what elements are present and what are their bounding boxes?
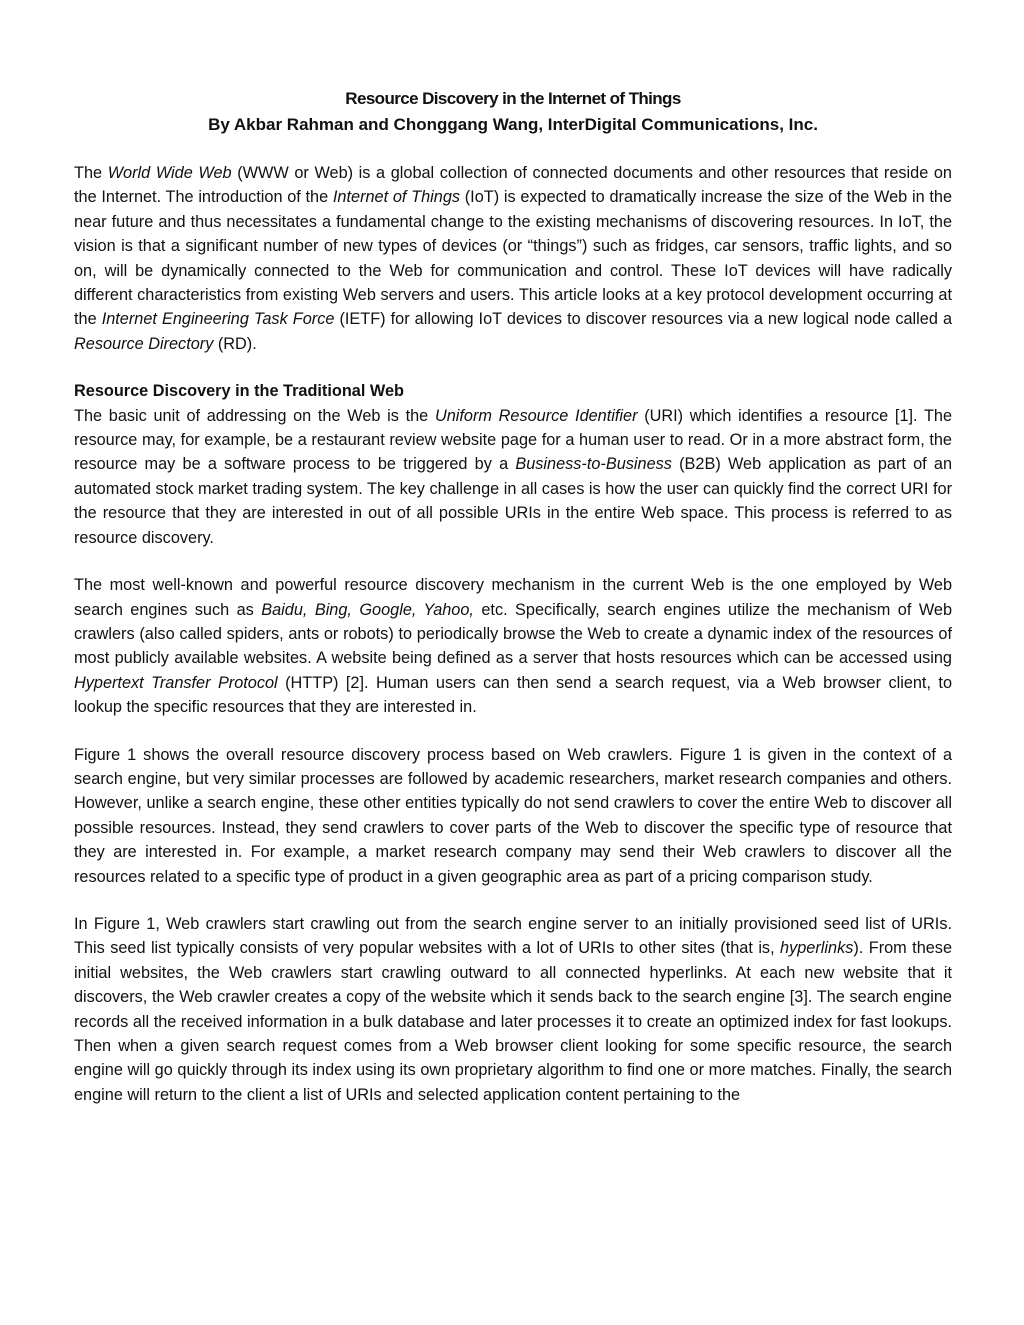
- section-heading: Resource Discovery in the Traditional Web: [74, 382, 404, 401]
- body-paragraph-crawling: In Figure 1, Web crawlers start crawling out from the search engine server to an initially provisioned seed list of URIs. This seed list typically consists of very popular websites with a lot of URIs to other sites (that is, hyperlinks). From these initial websites, the Web crawlers start crawling outward to all connected hyperlinks. At each new website that it discovers, the Web crawler creates a copy of the website which it sends back to the search engine [3]. The search engine records all the received information in a bulk database and later processes it to create an optimized index for fast lookups. Then when a given search request comes from a Web browser client looking for some specific resource, the search engine will go quickly through its index using its own proprietary algorithm to find one or more matches. Finally, the search engine will return to the client a list of URIs and selected application content pertaining to the: [74, 914, 952, 1104]
- body-paragraph-uri: The basic unit of addressing on the Web is the Uniform Resource Identifier (URI) which identifies a resource [1]. The resource may, for example, be a restaurant review website page for a human user to read. Or in a more abstract form, the resource may be a software process to be triggered by a Business-to-Business (B2B) Web application as part of an automated stock market trading system. The key challenge in all cases is how the user can quickly find the correct URI for the resource that they are interested in out of all possible URIs in the entire Web space. This process is referred to as resource discovery.: [74, 406, 953, 547]
- body-paragraph-figure1: Figure 1 shows the overall resource discovery process based on Web crawlers. Figure 1 is given in the context of a search engine, but very similar processes are followed by academic researchers, market research companies and others. However, unlike a search engine, these other entities typically do not send crawlers to cover the entire Web to discover all possible resources. Instead, they send crawlers to cover parts of the Web to discover the specific type of resource that they are interested in. For example, a market research company may send their Web crawlers to discover all the resources related to a specific type of product in a given geographic area as part of a pricing comparison study.: [74, 745, 952, 886]
- term-resource-directory: Resource Directory: [74, 334, 214, 353]
- term-search-engine-names: Baidu, Bing, Google, Yahoo,: [261, 600, 474, 619]
- term-internet-of-things: Internet of Things: [332, 188, 461, 207]
- article-byline: By Akbar Rahman and Chonggang Wang, InterDigital Communications, Inc.: [208, 115, 818, 134]
- document-page: [74, 86, 952, 1107]
- term-ietf: Internet Engineering Task Force: [101, 310, 335, 329]
- term-uri: Uniform Resource Identifier: [434, 406, 638, 425]
- article-title: Resource Discovery in the Internet of Things: [345, 89, 681, 108]
- term-world-wide-web: World Wide Web: [107, 164, 232, 182]
- intro-paragraph: The World Wide Web (WWW or Web) is a global collection of connected documents and other resources that reside on the Internet. The introduction of the Internet of Things (IoT) is expected to dramatically increase the size of the Web in the near future and thus necessitates a fundamental change to the existing mechanisms of discovering resources. In IoT, the vision is that a significant number of new types of devices (or “things”) such as fridges, car sensors, traffic lights, and so on, will be dynamically connected to the Web for communication and control. These IoT devices will have radically different characteristics from existing Web servers and users. This article looks at a key protocol development occurring at the Internet Engineering Task Force (IETF) for allowing IoT devices to discover resources via a new logical node called a Resource Directory (RD).: [74, 164, 952, 353]
- term-hyperlinks: hyperlinks: [780, 939, 854, 958]
- term-http: Hypertext Transfer Protocol: [74, 673, 278, 692]
- term-b2b: Business-to-Business: [515, 455, 672, 474]
- body-paragraph-search-engines: The most well-known and powerful resource discovery mechanism in the current Web is the one employed by Web search engines such as Baidu, Bing, Google, Yahoo, etc. Specifically, search engines utilize the mechanism of Web crawlers (also called spiders, ants or robots) to periodically browse the Web to create a dynamic index of the resources of most publicly available websites. A website being defined as a server that hosts resources which can be accessed using Hypertext Transfer Protocol (HTTP) [2]. Human users can then send a search request, via a Web browser client, to lookup the specific resources that they are interested in.: [74, 576, 952, 717]
